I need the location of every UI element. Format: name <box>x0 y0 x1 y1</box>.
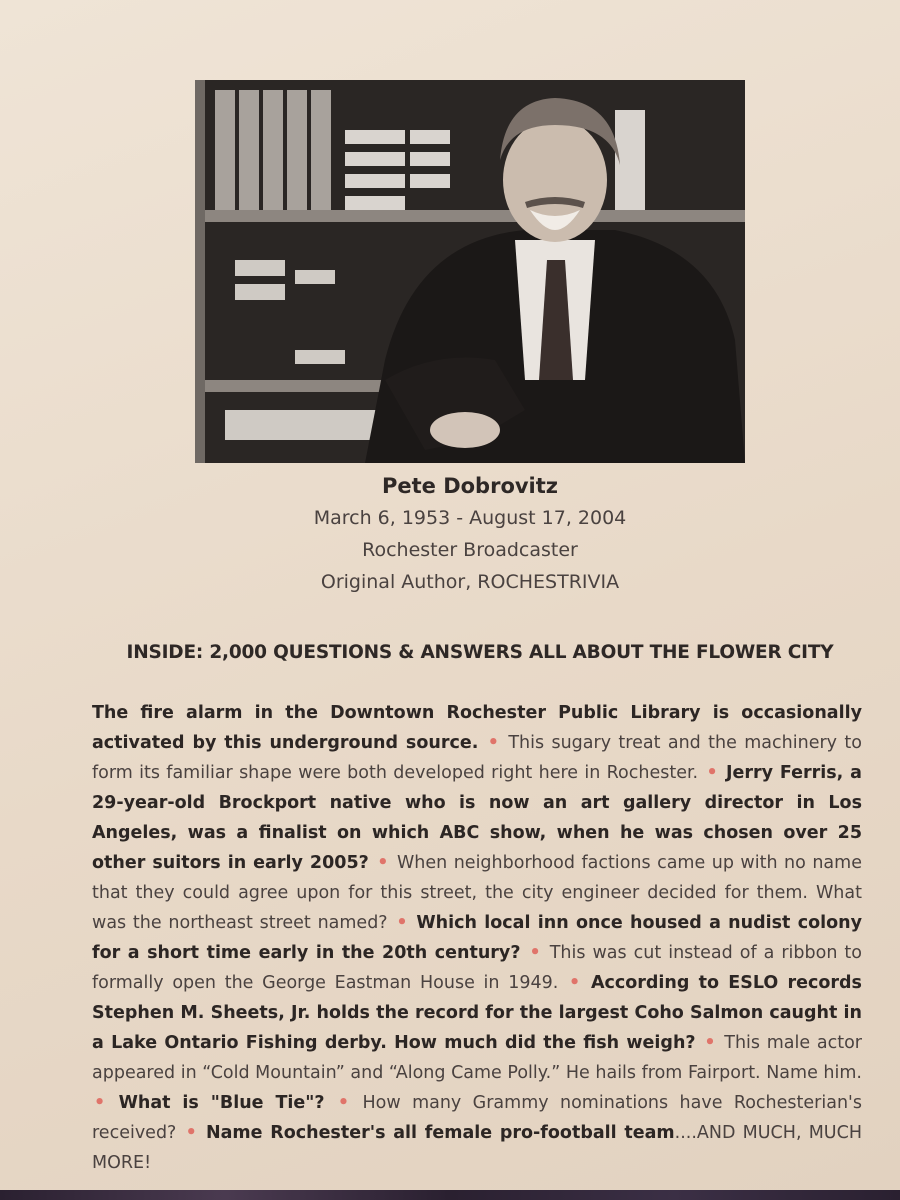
separator-dot: • <box>185 1123 197 1143</box>
trivia-question: How many Grammy nominations have Rochesterian's received? <box>92 1093 862 1143</box>
person-name: Pete Dobrovitz <box>381 474 559 498</box>
separator-dot: • <box>377 853 389 873</box>
trivia-question: When neighborhood factions came up with no name that they could agree upon for this street, the city engineer decided for them. What was the northeast street named? <box>92 853 862 933</box>
trivia-question: This was cut instead of a ribbon to formally open the George Eastman House in 1949. <box>92 943 862 993</box>
separator-dot: • <box>396 913 408 933</box>
separator-dot: • <box>706 763 718 783</box>
separator-dot: • <box>529 943 541 963</box>
separator-dot: • <box>337 1093 350 1113</box>
person-role: Rochester Broadcaster <box>362 539 578 561</box>
trivia-question: This sugary treat and the machinery to form its familiar shape were both developed right here in Rochester. <box>92 733 862 783</box>
trivia-tail: ....AND MUCH, MUCH MORE! <box>92 1123 862 1173</box>
trivia-question: The fire alarm in the Downtown Rochester Public Library is occasionally activated by this underground source. <box>92 703 862 753</box>
separator-dot: • <box>94 1093 106 1113</box>
trivia-question: Name Rochester's all female pro-football team <box>205 1123 675 1143</box>
trivia-question: Which local inn once housed a nudist colony for a short time early in the 20th century? <box>92 913 862 963</box>
separator-dot: • <box>569 973 581 993</box>
headline: INSIDE: 2,000 QUESTIONS & ANSWERS ALL ABOUT THE FLOWER CITY <box>126 642 834 663</box>
trivia-paragraph <box>92 698 862 1178</box>
portrait-photo <box>195 80 745 463</box>
trivia-question: According to ESLO records Stephen M. Sheets, Jr. holds the record for the largest Coho Salmon caught in a Lake Ontario Fishing derby. How much did the fish weigh? <box>92 973 862 1053</box>
life-dates: March 6, 1953 - August 17, 2004 <box>313 507 627 529</box>
trivia-question: What is "Blue Tie"? <box>118 1093 325 1113</box>
separator-dot: • <box>487 733 499 753</box>
separator-dot: • <box>704 1033 716 1053</box>
trivia-question: Jerry Ferris, a 29-year-old Brockport native who is now an art gallery director in Los Angeles, was a finalist on which ABC show, when he was chosen over 25 other suitors in early 2005? <box>92 763 862 873</box>
trivia-question: This male actor appeared in “Cold Mountain” and “Along Came Polly.” He hails from Fairport. Name him. <box>92 1033 862 1083</box>
bottom-edge-strip <box>0 1190 900 1200</box>
author-credit: Original Author, ROCHESTRIVIA <box>320 571 620 593</box>
photo-caption <box>195 470 745 598</box>
